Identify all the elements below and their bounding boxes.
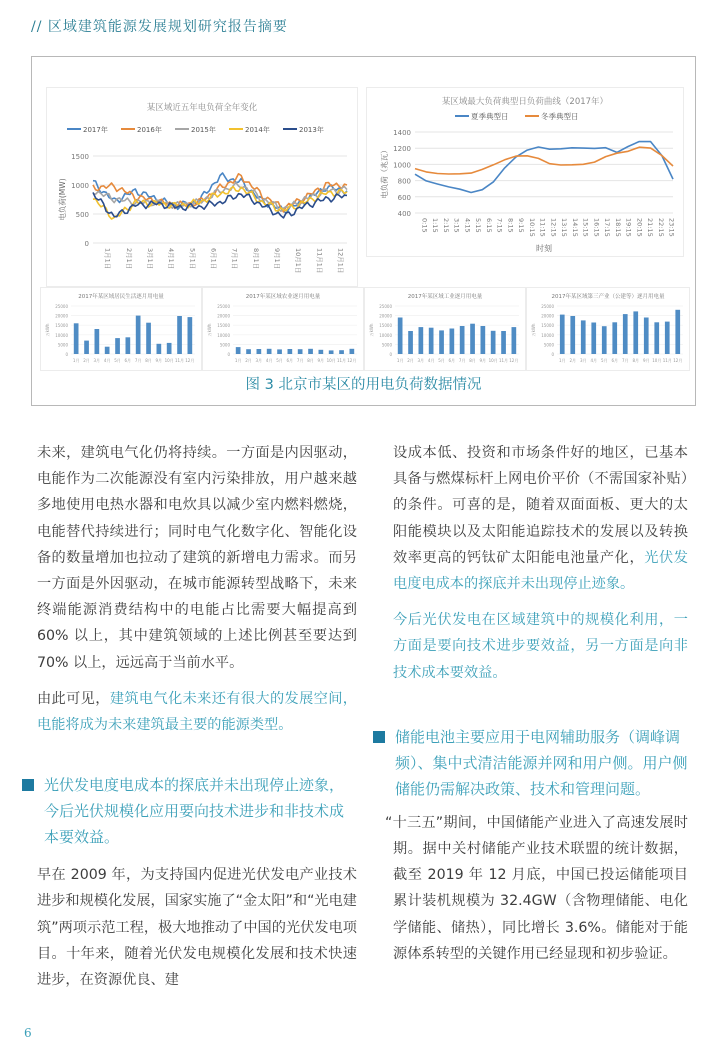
bar <box>126 337 131 354</box>
bar <box>570 316 575 354</box>
chart-tertiary <box>526 287 690 371</box>
x-tick-label: 8月 <box>469 358 476 363</box>
y-tick-label: 25000 <box>55 304 68 309</box>
y-tick-label: 1200 <box>393 145 411 154</box>
x-tick-label: 9月 <box>643 358 650 363</box>
paragraph-text: 设成本低、投资和市场条件好的地区，已基本具备与燃煤标杆上网电价平价（不需国家补贴）的条件。可喜的是，随着双面面板、更大的太阳能模块以及太阳能追踪技术的发展以及转换效率更高的钙钛矿太阳能电池量产化， <box>393 445 688 566</box>
y-axis-label: 万kWh <box>45 323 50 337</box>
highlight-text: 建筑电气化未来还有很大的发展空间，电能将成为未来建筑最主要的能源类型。 <box>37 690 357 734</box>
paragraph: “十三五”期间，中国储能产业进入了高速发展时期。据中关村储能产业技术联盟的统计数据，截至 2019 年 12 月底，中国已投运储能项目累计装机规模为 32.4GW（含物理储能、电化学储能、储热），同比增长 3.6%。储能对于能源体系转型的关键作用已经显现和初步验证。 <box>385 814 688 962</box>
x-tick-label: 15:15 <box>581 218 590 237</box>
legend-label: 2013年 <box>299 126 324 134</box>
bar <box>105 347 110 354</box>
right-column <box>385 440 688 967</box>
highlight-text: 光伏发电度电成本的探底并未出现停止迹象。 <box>393 549 688 593</box>
bar <box>591 323 596 355</box>
bar <box>470 324 475 354</box>
y-tick-label: 1500 <box>71 153 89 161</box>
x-tick-label: 2月 <box>245 358 252 363</box>
y-tick-label: 0 <box>389 352 392 357</box>
y-tick-label: 600 <box>397 193 411 202</box>
y-tick-label: 0 <box>551 352 554 357</box>
bar <box>329 350 334 354</box>
y-tick-label: 5000 <box>543 342 554 348</box>
y-tick-label: 10000 <box>55 332 68 338</box>
bar <box>633 311 638 354</box>
bar <box>623 314 628 354</box>
y-tick-label: 20000 <box>379 313 392 319</box>
y-axis-label: 万kWh <box>207 323 212 337</box>
x-tick-label: 5月1日 <box>188 248 197 270</box>
x-tick-label: 7:15 <box>495 218 504 233</box>
x-tick-label: 2月 <box>407 358 414 363</box>
x-tick-label: 12月1日 <box>336 248 345 274</box>
chart-title: 2017年某区域农业逐月用电量 <box>245 294 321 300</box>
y-tick-label: 15000 <box>55 323 68 329</box>
x-tick-label: 11月 <box>174 358 185 363</box>
bar <box>654 322 659 354</box>
x-tick-label: 18:15 <box>613 218 622 237</box>
paragraph: 早在 2009 年，为支持国内促进光伏发电产业技术进步和规模化发展，国家实施了“金太阳”和“光电建筑”两项示范工程，极大地推动了中国的光伏发电项目。十年来，随着光伏发电规模化发展和技术快速进步，在资源优良、建 <box>37 867 357 989</box>
bullet-text: 光伏发电度电成本的探底并未出现停止迹象，今后光伏规模化应用要向技术进步和非技术成本要效益。 <box>44 776 345 847</box>
x-tick-label: 3月 <box>417 358 425 363</box>
bar <box>157 344 162 354</box>
y-tick-label: 0 <box>84 240 89 248</box>
x-tick-label: 21:15 <box>646 218 655 237</box>
x-tick-label: 10:15 <box>527 218 536 237</box>
x-tick-label: 2月1日 <box>124 248 133 270</box>
bar <box>95 329 100 354</box>
x-tick-label: 11月1日 <box>315 248 324 274</box>
figure-frame <box>31 56 696 406</box>
legend-label: 夏季典型日 <box>471 112 509 121</box>
x-tick-label: 9月 <box>317 358 325 363</box>
legend-label: 冬季典型日 <box>541 112 579 121</box>
bar <box>84 341 89 354</box>
x-tick-label: 6月 <box>448 358 456 363</box>
legend-label: 2017年 <box>83 126 108 134</box>
y-axis-label: 万kWh <box>369 323 374 337</box>
bullet-point <box>373 724 688 802</box>
chart-title: 2017年某区域工业逐月用电量 <box>407 294 483 300</box>
y-tick-label: 15000 <box>541 323 554 329</box>
bar <box>257 349 262 354</box>
x-tick-label: 9:15 <box>517 218 526 233</box>
chart-agriculture <box>202 287 364 371</box>
bar <box>308 349 313 354</box>
x-tick-label: 6:15 <box>484 218 493 233</box>
bullet-text: 储能电池主要应用于电网辅助服务（调峰调频）、集中式清洁能源并网和用户侧。用户侧储能仍需解决政策、技术和管理问题。 <box>395 727 688 798</box>
x-tick-label: 23:15 <box>667 218 676 237</box>
legend-label: 2016年 <box>137 126 162 134</box>
y-tick-label: 20000 <box>217 313 230 319</box>
y-tick-label: 1000 <box>393 161 411 170</box>
y-tick-label: 25000 <box>217 304 230 309</box>
bar <box>419 327 424 354</box>
y-tick-label: 1400 <box>393 129 411 137</box>
x-tick-label: 5月 <box>601 358 608 363</box>
bar <box>246 349 251 354</box>
chart-title: 2017年某区域居民生活逐月用电量 <box>78 294 164 300</box>
bar <box>167 343 172 354</box>
y-tick-label: 15000 <box>217 323 230 329</box>
x-tick-label: 4:15 <box>463 218 472 233</box>
bar <box>298 349 303 354</box>
bar <box>439 330 444 354</box>
bar <box>350 349 355 354</box>
x-tick-label: 10月1日 <box>294 248 303 274</box>
x-tick-label: 16:15 <box>592 218 601 237</box>
x-tick-label: 9月 <box>155 358 163 363</box>
bar <box>612 322 617 354</box>
running-header: // 区域建筑能源发展规划研究报告摘要 <box>31 19 288 35</box>
x-tick-label: 1月 <box>234 358 242 363</box>
y-tick-label: 10000 <box>541 332 554 338</box>
bar <box>644 318 649 355</box>
bar <box>602 326 607 354</box>
chart-title: 某区域近五年电负荷全年变化 <box>146 103 258 113</box>
y-tick-label: 500 <box>75 211 89 219</box>
bar <box>460 326 465 354</box>
y-tick-label: 20000 <box>55 313 68 319</box>
x-tick-label: 6月1日 <box>209 248 218 270</box>
x-tick-label: 5月 <box>438 358 445 363</box>
legend-label: 2014年 <box>245 126 270 134</box>
x-tick-label: 12月 <box>185 358 195 363</box>
paragraph <box>37 686 357 738</box>
x-tick-label: 8月 <box>307 358 314 363</box>
x-tick-label: 11月 <box>662 358 672 363</box>
x-tick-label: 12:15 <box>549 218 558 237</box>
x-tick-label: 3月 <box>255 358 263 363</box>
bar <box>288 349 293 354</box>
bar <box>136 316 141 354</box>
x-tick-label: 1月 <box>396 358 404 363</box>
bar <box>236 347 241 354</box>
paragraph: 未来，建筑电气化仍将持续。一方面是内因驱动，电能作为二次能源没有室内污染排放，用户越来越多地使用电热水器和电炊具以减少室内燃料燃烧，电能替代持续进行；同时电气化数字化、智能化设备的数量增加也拉动了建筑的新增电力需求。而另一方面是外因驱动，在城市能源转型战略下，未来终端能源消费结构中的电能占比需要大幅提高到 60% 以上，其中建筑领域的上述比例甚至要达到 70% 以上，远远高于当前水平。 <box>37 445 357 671</box>
bar <box>501 331 506 354</box>
x-tick-label: 7月1日 <box>230 248 239 270</box>
bar <box>188 317 193 354</box>
bar <box>429 328 434 354</box>
bar <box>146 323 151 354</box>
highlight-paragraph: 今后光伏发电在区域建筑中的规模化利用，一方面是要向技术进步要效益，另一方面是向非技术成本要效益。 <box>393 612 688 681</box>
x-tick-label: 3月 <box>93 358 101 363</box>
x-tick-label: 3:15 <box>452 218 461 233</box>
x-tick-label: 4月 <box>427 358 435 363</box>
x-tick-label: 10月 <box>164 358 174 363</box>
x-tick-label: 7月 <box>458 358 466 363</box>
y-tick-label: 25000 <box>379 304 392 309</box>
x-tick-label: 9月1日 <box>272 248 281 270</box>
bar <box>267 349 272 354</box>
y-axis-label: 电负荷(MW) <box>58 178 67 221</box>
x-tick-label: 5:15 <box>474 218 483 233</box>
bar <box>450 329 455 355</box>
y-tick-label: 20000 <box>541 313 554 319</box>
x-tick-label: 8月1日 <box>251 248 260 270</box>
x-tick-label: 2月 <box>83 358 90 363</box>
bar <box>581 320 586 354</box>
x-tick-label: 2:15 <box>441 218 450 233</box>
bar <box>319 350 324 354</box>
bar <box>339 350 344 354</box>
x-tick-label: 7月 <box>622 358 629 363</box>
y-tick-label: 25000 <box>541 304 554 309</box>
y-tick-label: 10000 <box>379 332 392 338</box>
x-tick-label: 1月 <box>72 358 80 363</box>
figure-caption: 图 3 北京市某区的用电负荷数据情况 <box>245 377 482 393</box>
x-tick-label: 2月 <box>569 358 577 363</box>
x-tick-label: 10月 <box>652 358 662 363</box>
y-tick-label: 15000 <box>379 323 392 329</box>
x-tick-label: 19:15 <box>624 218 633 237</box>
x-tick-label: 10月 <box>326 358 336 363</box>
bullet-point <box>22 772 357 850</box>
x-tick-label: 20:15 <box>635 218 644 237</box>
series-line <box>415 147 673 174</box>
bar <box>512 327 517 354</box>
chart-title: 某区域最大负荷典型日负荷曲线（2017年） <box>441 97 609 107</box>
x-tick-label: 22:15 <box>656 218 665 237</box>
x-tick-label: 1:15 <box>431 218 440 233</box>
x-tick-label: 4月 <box>265 358 273 363</box>
y-tick-label: 5000 <box>57 342 68 348</box>
x-tick-label: 10月 <box>488 358 498 363</box>
x-tick-label: 7月 <box>296 358 304 363</box>
y-tick-label: 0 <box>227 352 230 357</box>
paragraph-text: 由此可见， <box>37 690 110 707</box>
x-tick-label: 5月 <box>276 358 283 363</box>
y-axis-label: 电负荷（兆瓦） <box>380 146 389 199</box>
chart-annual-load <box>46 87 358 287</box>
x-tick-label: 8月 <box>145 358 152 363</box>
y-tick-label: 5000 <box>219 342 230 348</box>
x-tick-label: 6月 <box>286 358 294 363</box>
page-number: 6 <box>24 1026 32 1040</box>
bar <box>177 316 182 354</box>
y-tick-label: 5000 <box>381 342 392 348</box>
chart-industry <box>364 287 526 371</box>
x-tick-label: 3月1日 <box>145 248 154 270</box>
chart-residential <box>40 287 202 371</box>
x-tick-label: 13:15 <box>560 218 569 237</box>
x-tick-label: 4月1日 <box>167 248 176 270</box>
x-tick-label: 11月 <box>498 358 509 363</box>
x-tick-label: 17:15 <box>603 218 612 237</box>
left-column <box>37 440 357 993</box>
bar <box>408 331 413 354</box>
x-tick-label: 7月 <box>134 358 142 363</box>
x-tick-label: 5月 <box>114 358 121 363</box>
x-tick-label: 12月 <box>347 358 357 363</box>
bar <box>74 323 79 354</box>
y-tick-label: 10000 <box>217 332 230 338</box>
x-tick-label: 4月 <box>590 358 598 363</box>
x-tick-label: 8:15 <box>506 218 515 233</box>
square-bullet-icon <box>22 779 34 791</box>
x-tick-label: 6月 <box>611 358 619 363</box>
bar <box>481 326 486 354</box>
square-bullet-icon <box>373 731 385 743</box>
x-tick-label: 0:15 <box>420 218 429 233</box>
bar <box>665 322 670 354</box>
x-tick-label: 11:15 <box>538 218 547 237</box>
y-tick-label: 400 <box>397 210 411 218</box>
x-tick-label: 1月 <box>559 358 566 363</box>
y-tick-label: 800 <box>397 177 411 186</box>
x-tick-label: 4月 <box>103 358 111 363</box>
bar <box>115 338 120 354</box>
y-tick-label: 0 <box>65 352 68 357</box>
x-tick-label: 6月 <box>124 358 132 363</box>
x-tick-label: 1月1日 <box>103 248 112 270</box>
bar <box>675 310 680 354</box>
bar <box>491 331 496 354</box>
x-tick-label: 12月 <box>509 358 519 363</box>
legend-label: 2015年 <box>191 126 216 134</box>
x-axis-label: 时刻 <box>536 244 552 253</box>
bar <box>277 349 282 354</box>
x-tick-label: 8月 <box>632 358 640 363</box>
paragraph <box>393 440 688 597</box>
bar <box>560 315 565 354</box>
chart-typical-day <box>366 87 684 257</box>
x-tick-label: 12月 <box>673 358 683 363</box>
x-tick-label: 11月 <box>336 358 347 363</box>
bar <box>398 318 403 355</box>
x-tick-label: 9月 <box>479 358 487 363</box>
chart-title: 2017年某区域第三产业（公建等）逐月用电量 <box>551 294 665 300</box>
x-tick-label: 3月 <box>580 358 587 363</box>
y-axis-label: 万kWh <box>531 323 536 337</box>
x-tick-label: 14:15 <box>570 218 579 237</box>
y-tick-label: 1000 <box>71 182 89 190</box>
